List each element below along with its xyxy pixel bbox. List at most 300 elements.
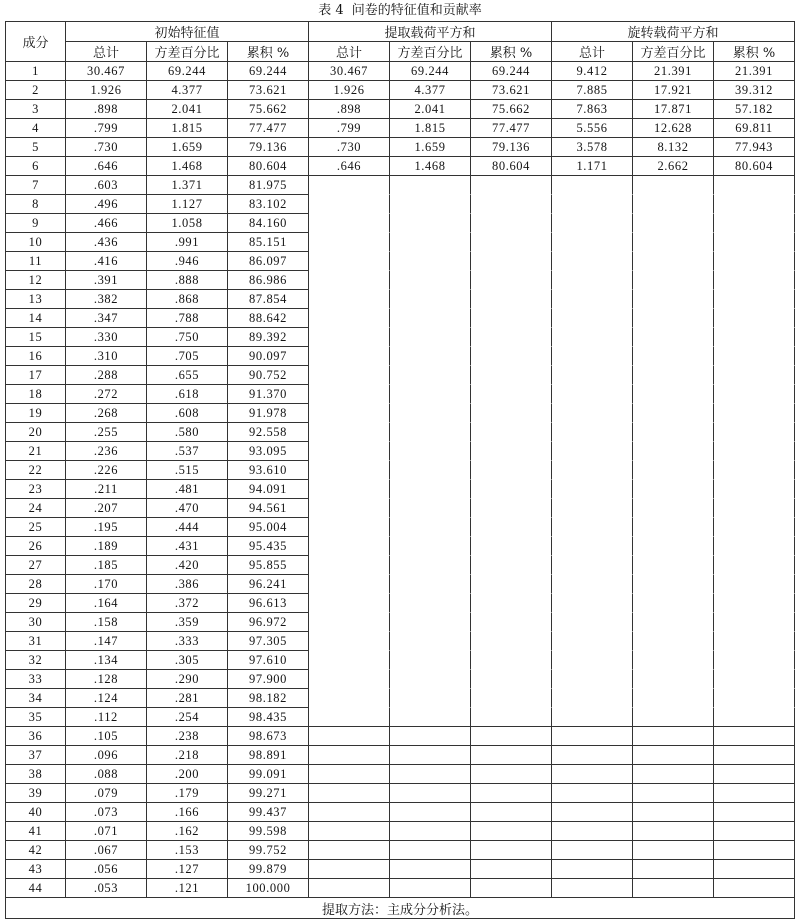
cell-empty — [390, 385, 471, 404]
cell-empty — [552, 727, 633, 746]
table-row — [6, 841, 795, 860]
cell-component: 11 — [6, 252, 66, 271]
cell-rotation-cumulative: 57.182 — [714, 100, 795, 119]
cell-extraction-cumulative: 79.136 — [471, 138, 552, 157]
cell-empty — [309, 670, 390, 689]
cell-empty — [552, 879, 633, 898]
cell-empty — [714, 385, 795, 404]
header-group-initial: 初始特征值 — [66, 22, 309, 42]
header-rotation-cumulative: 累积 % — [714, 42, 795, 62]
cell-empty — [714, 670, 795, 689]
cell-initial-cumulative: 85.151 — [228, 233, 309, 252]
cell-empty — [552, 860, 633, 879]
cell-component: 43 — [6, 860, 66, 879]
cell-empty — [633, 404, 714, 423]
cell-empty — [633, 290, 714, 309]
cell-empty — [471, 328, 552, 347]
cell-extraction-total: 1.926 — [309, 81, 390, 100]
cell-empty — [633, 271, 714, 290]
cell-empty — [309, 252, 390, 271]
cell-initial-variance: .481 — [147, 480, 228, 499]
cell-empty — [633, 252, 714, 271]
cell-empty — [552, 404, 633, 423]
cell-initial-variance: .121 — [147, 879, 228, 898]
cell-initial-variance: .218 — [147, 746, 228, 765]
cell-initial-cumulative: 97.305 — [228, 632, 309, 651]
footnote-row — [6, 898, 795, 919]
table-row — [6, 670, 795, 689]
table-row — [6, 594, 795, 613]
cell-empty — [552, 366, 633, 385]
cell-extraction-cumulative: 73.621 — [471, 81, 552, 100]
cell-empty — [390, 404, 471, 423]
cell-empty — [471, 499, 552, 518]
cell-component: 25 — [6, 518, 66, 537]
cell-empty — [309, 233, 390, 252]
cell-initial-variance: .420 — [147, 556, 228, 575]
cell-initial-cumulative: 87.854 — [228, 290, 309, 309]
cell-empty — [633, 518, 714, 537]
cell-initial-cumulative: 86.097 — [228, 252, 309, 271]
cell-component: 39 — [6, 784, 66, 803]
caption-label: 表 4 — [318, 3, 344, 18]
cell-initial-total: .310 — [66, 347, 147, 366]
cell-empty — [471, 822, 552, 841]
table-row — [6, 347, 795, 366]
cell-empty — [714, 442, 795, 461]
table-row — [6, 765, 795, 784]
eigenvalue-table — [5, 21, 795, 919]
table-row — [6, 518, 795, 537]
cell-initial-variance: .305 — [147, 651, 228, 670]
cell-empty — [471, 784, 552, 803]
cell-empty — [633, 670, 714, 689]
cell-empty — [633, 841, 714, 860]
cell-empty — [471, 632, 552, 651]
header-rotation-total: 总计 — [552, 42, 633, 62]
cell-initial-cumulative: 81.975 — [228, 176, 309, 195]
cell-empty — [552, 328, 633, 347]
cell-empty — [633, 442, 714, 461]
cell-component: 42 — [6, 841, 66, 860]
cell-empty — [633, 195, 714, 214]
cell-initial-cumulative: 88.642 — [228, 309, 309, 328]
cell-initial-cumulative: 86.986 — [228, 271, 309, 290]
cell-component: 1 — [6, 62, 66, 81]
cell-empty — [714, 632, 795, 651]
cell-initial-cumulative: 91.978 — [228, 404, 309, 423]
table-row — [6, 860, 795, 879]
cell-empty — [714, 784, 795, 803]
cell-empty — [552, 176, 633, 195]
cell-empty — [309, 594, 390, 613]
cell-initial-total: .164 — [66, 594, 147, 613]
cell-empty — [552, 841, 633, 860]
header-group-rotation: 旋转载荷平方和 — [552, 22, 795, 42]
cell-empty — [390, 556, 471, 575]
cell-rotation-cumulative: 39.312 — [714, 81, 795, 100]
cell-initial-variance: .655 — [147, 366, 228, 385]
cell-extraction-variance: 1.659 — [390, 138, 471, 157]
cell-initial-total: .288 — [66, 366, 147, 385]
cell-initial-total: .730 — [66, 138, 147, 157]
cell-empty — [714, 499, 795, 518]
table-row — [6, 613, 795, 632]
cell-initial-cumulative: 77.477 — [228, 119, 309, 138]
cell-component: 41 — [6, 822, 66, 841]
table-row — [6, 81, 795, 100]
cell-empty — [390, 651, 471, 670]
cell-empty — [552, 708, 633, 727]
cell-initial-total: .347 — [66, 309, 147, 328]
cell-empty — [390, 727, 471, 746]
cell-extraction-variance: 69.244 — [390, 62, 471, 81]
table-row — [6, 119, 795, 138]
cell-initial-total: .189 — [66, 537, 147, 556]
cell-empty — [471, 613, 552, 632]
cell-initial-variance: 1.371 — [147, 176, 228, 195]
cell-empty — [309, 537, 390, 556]
cell-initial-total: .185 — [66, 556, 147, 575]
cell-initial-cumulative: 100.000 — [228, 879, 309, 898]
cell-empty — [390, 708, 471, 727]
cell-component: 5 — [6, 138, 66, 157]
cell-extraction-total: .898 — [309, 100, 390, 119]
cell-initial-cumulative: 79.136 — [228, 138, 309, 157]
cell-empty — [390, 765, 471, 784]
cell-empty — [309, 385, 390, 404]
cell-empty — [471, 841, 552, 860]
cell-empty — [471, 746, 552, 765]
cell-rotation-variance: 8.132 — [633, 138, 714, 157]
cell-empty — [633, 233, 714, 252]
cell-empty — [714, 746, 795, 765]
cell-empty — [471, 727, 552, 746]
cell-initial-variance: .537 — [147, 442, 228, 461]
cell-rotation-total: 7.863 — [552, 100, 633, 119]
cell-initial-total: .096 — [66, 746, 147, 765]
cell-empty — [390, 442, 471, 461]
cell-empty — [390, 879, 471, 898]
cell-empty — [471, 879, 552, 898]
cell-extraction-variance: 4.377 — [390, 81, 471, 100]
cell-empty — [552, 575, 633, 594]
cell-rotation-variance: 2.662 — [633, 157, 714, 176]
cell-empty — [552, 252, 633, 271]
cell-initial-total: .236 — [66, 442, 147, 461]
cell-extraction-total: .646 — [309, 157, 390, 176]
table-row — [6, 157, 795, 176]
cell-rotation-cumulative: 77.943 — [714, 138, 795, 157]
cell-initial-cumulative: 84.160 — [228, 214, 309, 233]
cell-empty — [309, 575, 390, 594]
cell-initial-cumulative: 98.891 — [228, 746, 309, 765]
cell-initial-variance: 1.659 — [147, 138, 228, 157]
cell-empty — [714, 575, 795, 594]
cell-empty — [309, 632, 390, 651]
cell-initial-cumulative: 94.561 — [228, 499, 309, 518]
cell-empty — [471, 271, 552, 290]
cell-empty — [390, 499, 471, 518]
cell-empty — [552, 233, 633, 252]
cell-component: 29 — [6, 594, 66, 613]
cell-rotation-variance: 12.628 — [633, 119, 714, 138]
cell-empty — [552, 195, 633, 214]
cell-empty — [309, 442, 390, 461]
cell-empty — [471, 480, 552, 499]
cell-rotation-total: 3.578 — [552, 138, 633, 157]
cell-initial-total: .466 — [66, 214, 147, 233]
cell-component: 13 — [6, 290, 66, 309]
cell-component: 24 — [6, 499, 66, 518]
header-row-measures — [6, 42, 795, 62]
cell-component: 26 — [6, 537, 66, 556]
cell-initial-variance: .281 — [147, 689, 228, 708]
cell-empty — [714, 803, 795, 822]
cell-initial-cumulative: 90.097 — [228, 347, 309, 366]
cell-empty — [714, 309, 795, 328]
cell-empty — [390, 233, 471, 252]
cell-empty — [552, 499, 633, 518]
cell-component: 12 — [6, 271, 66, 290]
cell-initial-total: .195 — [66, 518, 147, 537]
cell-empty — [309, 689, 390, 708]
cell-empty — [633, 366, 714, 385]
cell-initial-total: .226 — [66, 461, 147, 480]
cell-empty — [714, 556, 795, 575]
cell-empty — [552, 613, 633, 632]
cell-empty — [309, 518, 390, 537]
table-row — [6, 689, 795, 708]
table-row — [6, 290, 795, 309]
cell-empty — [309, 727, 390, 746]
cell-empty — [309, 822, 390, 841]
cell-empty — [633, 309, 714, 328]
cell-initial-total: .112 — [66, 708, 147, 727]
cell-initial-cumulative: 95.855 — [228, 556, 309, 575]
cell-initial-cumulative: 99.752 — [228, 841, 309, 860]
cell-empty — [552, 594, 633, 613]
cell-initial-variance: 4.377 — [147, 81, 228, 100]
table-row — [6, 62, 795, 81]
cell-initial-variance: 1.468 — [147, 157, 228, 176]
cell-component: 10 — [6, 233, 66, 252]
cell-empty — [390, 860, 471, 879]
cell-empty — [390, 328, 471, 347]
cell-empty — [309, 461, 390, 480]
cell-initial-cumulative: 99.598 — [228, 822, 309, 841]
cell-extraction-cumulative: 80.604 — [471, 157, 552, 176]
cell-empty — [552, 822, 633, 841]
cell-empty — [309, 404, 390, 423]
cell-initial-variance: .444 — [147, 518, 228, 537]
cell-empty — [390, 613, 471, 632]
table-row — [6, 214, 795, 233]
cell-empty — [390, 423, 471, 442]
cell-empty — [714, 214, 795, 233]
header-row-groups — [6, 22, 795, 42]
cell-component: 3 — [6, 100, 66, 119]
cell-initial-variance: .166 — [147, 803, 228, 822]
cell-initial-variance: .238 — [147, 727, 228, 746]
cell-initial-variance: .431 — [147, 537, 228, 556]
cell-initial-total: .391 — [66, 271, 147, 290]
cell-initial-total: .255 — [66, 423, 147, 442]
cell-component: 28 — [6, 575, 66, 594]
table-row — [6, 803, 795, 822]
header-extraction-total: 总计 — [309, 42, 390, 62]
table-header — [6, 22, 795, 62]
header-rotation-variance: 方差百分比 — [633, 42, 714, 62]
cell-initial-total: .382 — [66, 290, 147, 309]
cell-empty — [309, 708, 390, 727]
cell-initial-cumulative: 98.435 — [228, 708, 309, 727]
cell-initial-variance: .153 — [147, 841, 228, 860]
cell-empty — [714, 841, 795, 860]
cell-component: 32 — [6, 651, 66, 670]
cell-component: 40 — [6, 803, 66, 822]
cell-initial-variance: .515 — [147, 461, 228, 480]
table-row — [6, 176, 795, 195]
header-extraction-variance: 方差百分比 — [390, 42, 471, 62]
cell-initial-variance: .618 — [147, 385, 228, 404]
cell-empty — [714, 461, 795, 480]
cell-initial-variance: .162 — [147, 822, 228, 841]
cell-empty — [309, 290, 390, 309]
table-row — [6, 727, 795, 746]
cell-initial-variance: 69.244 — [147, 62, 228, 81]
cell-empty — [309, 556, 390, 575]
cell-empty — [714, 176, 795, 195]
cell-empty — [309, 366, 390, 385]
cell-rotation-total: 9.412 — [552, 62, 633, 81]
cell-empty — [633, 556, 714, 575]
cell-initial-total: .053 — [66, 879, 147, 898]
cell-component: 22 — [6, 461, 66, 480]
table-row — [6, 708, 795, 727]
cell-empty — [390, 841, 471, 860]
cell-empty — [714, 822, 795, 841]
header-initial-cumulative: 累积 % — [228, 42, 309, 62]
cell-empty — [633, 651, 714, 670]
cell-initial-total: .124 — [66, 689, 147, 708]
cell-empty — [309, 423, 390, 442]
cell-empty — [471, 404, 552, 423]
cell-empty — [471, 575, 552, 594]
cell-initial-total: .088 — [66, 765, 147, 784]
cell-empty — [633, 784, 714, 803]
cell-empty — [714, 366, 795, 385]
cell-empty — [471, 366, 552, 385]
table-row — [6, 480, 795, 499]
cell-empty — [633, 765, 714, 784]
cell-empty — [552, 385, 633, 404]
cell-initial-total: 1.926 — [66, 81, 147, 100]
cell-empty — [471, 860, 552, 879]
cell-initial-total: .147 — [66, 632, 147, 651]
cell-initial-variance: 2.041 — [147, 100, 228, 119]
cell-empty — [390, 309, 471, 328]
cell-rotation-variance: 17.871 — [633, 100, 714, 119]
cell-component: 44 — [6, 879, 66, 898]
cell-extraction-variance: 2.041 — [390, 100, 471, 119]
cell-initial-total: .158 — [66, 613, 147, 632]
cell-component: 27 — [6, 556, 66, 575]
cell-empty — [633, 594, 714, 613]
cell-empty — [714, 708, 795, 727]
cell-empty — [309, 499, 390, 518]
cell-rotation-cumulative: 80.604 — [714, 157, 795, 176]
cell-empty — [471, 309, 552, 328]
cell-empty — [714, 404, 795, 423]
cell-empty — [714, 252, 795, 271]
cell-empty — [714, 613, 795, 632]
cell-initial-cumulative: 93.610 — [228, 461, 309, 480]
cell-empty — [390, 366, 471, 385]
cell-initial-total: .436 — [66, 233, 147, 252]
cell-initial-cumulative: 91.370 — [228, 385, 309, 404]
cell-rotation-cumulative: 21.391 — [714, 62, 795, 81]
table-row — [6, 233, 795, 252]
cell-empty — [633, 176, 714, 195]
cell-initial-total: .105 — [66, 727, 147, 746]
cell-empty — [552, 290, 633, 309]
cell-empty — [309, 176, 390, 195]
cell-initial-total: .268 — [66, 404, 147, 423]
cell-empty — [390, 746, 471, 765]
cell-empty — [633, 214, 714, 233]
table-row — [6, 100, 795, 119]
cell-initial-total: .056 — [66, 860, 147, 879]
cell-initial-total: .079 — [66, 784, 147, 803]
cell-initial-variance: .127 — [147, 860, 228, 879]
table-row — [6, 195, 795, 214]
table-row — [6, 822, 795, 841]
cell-empty — [309, 860, 390, 879]
cell-empty — [633, 423, 714, 442]
cell-extraction-variance: 1.815 — [390, 119, 471, 138]
header-initial-variance: 方差百分比 — [147, 42, 228, 62]
cell-empty — [390, 670, 471, 689]
cell-component: 36 — [6, 727, 66, 746]
cell-empty — [633, 860, 714, 879]
table-row — [6, 366, 795, 385]
table-caption — [0, 3, 800, 19]
cell-empty — [552, 670, 633, 689]
cell-empty — [309, 271, 390, 290]
cell-component: 19 — [6, 404, 66, 423]
cell-empty — [552, 309, 633, 328]
cell-empty — [309, 765, 390, 784]
cell-initial-cumulative: 99.879 — [228, 860, 309, 879]
cell-empty — [390, 176, 471, 195]
cell-empty — [714, 689, 795, 708]
cell-empty — [714, 860, 795, 879]
cell-component: 38 — [6, 765, 66, 784]
table-row — [6, 442, 795, 461]
cell-initial-total: .211 — [66, 480, 147, 499]
cell-empty — [633, 575, 714, 594]
cell-rotation-total: 5.556 — [552, 119, 633, 138]
cell-empty — [633, 708, 714, 727]
cell-initial-variance: .200 — [147, 765, 228, 784]
cell-component: 9 — [6, 214, 66, 233]
cell-empty — [390, 214, 471, 233]
cell-empty — [552, 632, 633, 651]
cell-empty — [633, 480, 714, 499]
cell-initial-variance: .868 — [147, 290, 228, 309]
table-row — [6, 461, 795, 480]
